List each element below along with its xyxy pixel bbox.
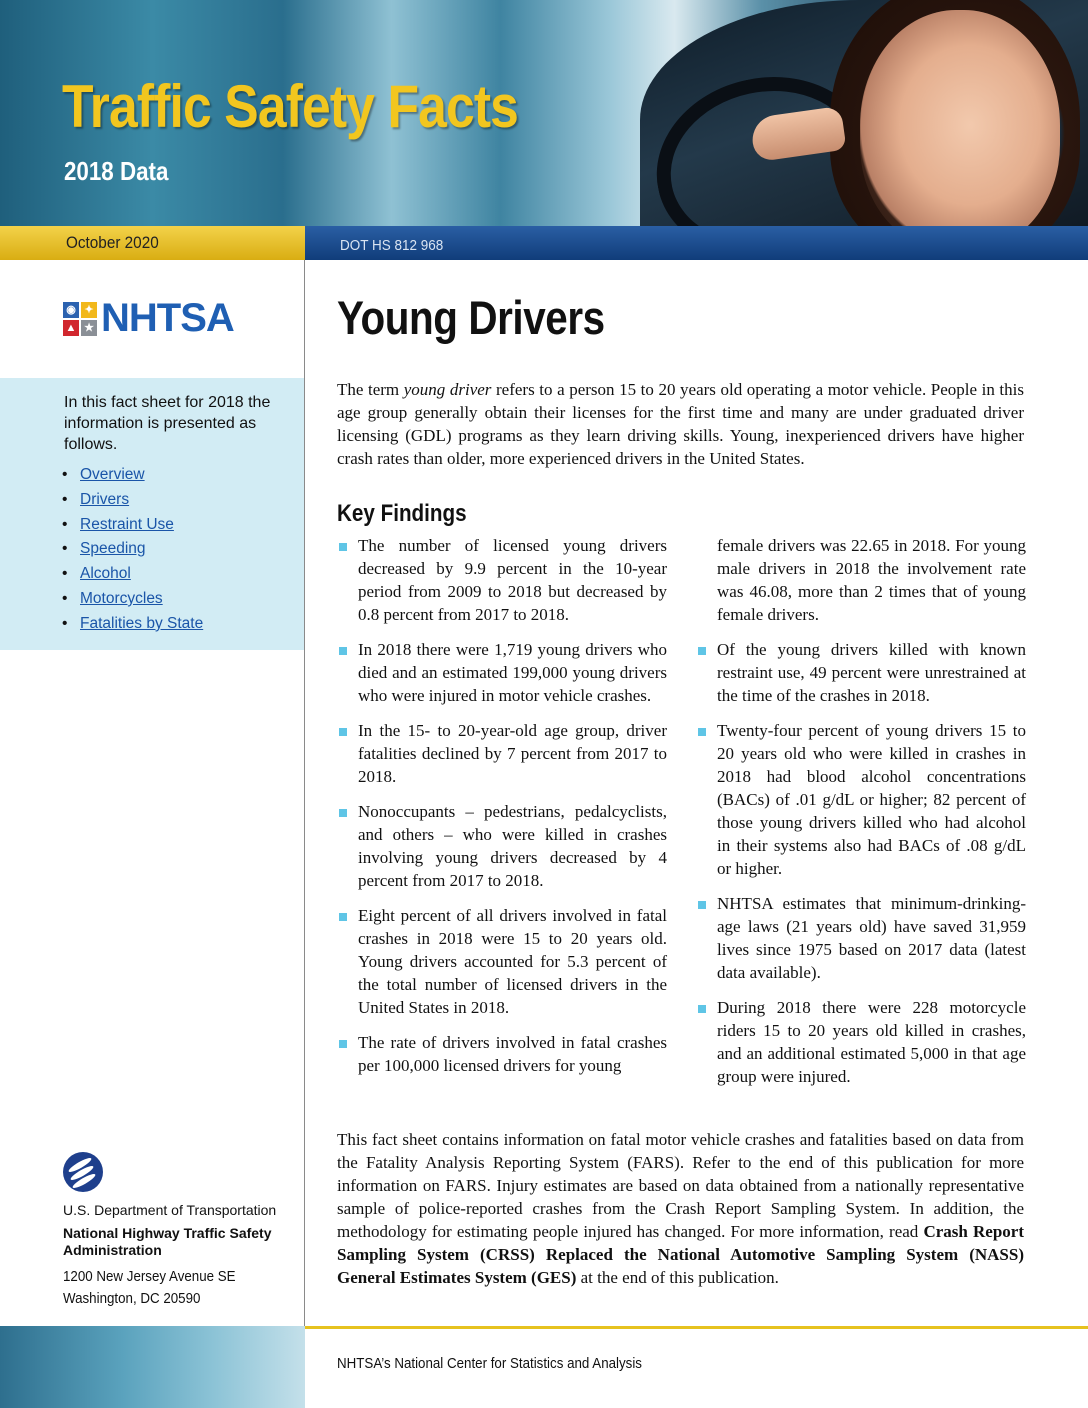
- list-item: • Fatalities by State: [62, 614, 204, 632]
- finding-item: NHTSA estimates that minimum-drinking-age laws (21 years old) have saved 31,959 lives since 1975 based on 2017 data (latest data available).: [696, 892, 1026, 984]
- link-restraint-use[interactable]: Restraint Use: [80, 515, 174, 533]
- page-title: Young Drivers: [337, 291, 605, 344]
- intro-paragraph: The term young driver refers to a person 15 to 20 years old operating a motor vehicle. People in this age group generally obtain their licenses for the first time and many are under graduated driver licensing (GDL) programs as they learn driving skills. Young, inexperienced drivers have higher crash rates than older, more experienced drivers in the United States.: [337, 380, 1024, 468]
- contents-intro: In this fact sheet for 2018 the information is presented as follows.: [64, 394, 271, 453]
- findings-column-right: [696, 534, 1026, 1100]
- bullet-square-icon: [698, 647, 706, 655]
- address-line-2: Washington, DC 20590: [63, 1291, 201, 1307]
- crss-reference: Crash Report Sampling System (CRSS) Replaced the National Automotive Sampling System (NASS) General Estimates System (GES): [337, 1222, 1024, 1287]
- publication-title: Traffic Safety Facts: [62, 73, 519, 140]
- finding-item: The rate of drivers involved in fatal crashes per 100,000 licensed drivers for young: [337, 1031, 667, 1077]
- footer-rule: [305, 1326, 1088, 1329]
- link-drivers[interactable]: Drivers: [80, 490, 130, 508]
- list-item: • Speeding: [62, 540, 146, 558]
- nhtsa-logo-text: NHTSA: [101, 296, 234, 340]
- list-item: • Restraint Use: [62, 515, 174, 533]
- key-findings-heading: Key Findings: [337, 500, 467, 527]
- bullet-square-icon: [339, 728, 347, 736]
- bullet-square-icon: [339, 809, 347, 817]
- link-speeding[interactable]: Speeding: [80, 540, 146, 558]
- bullet-square-icon: [339, 1040, 347, 1048]
- bullet-square-icon: [339, 647, 347, 655]
- column-divider: [304, 260, 305, 1326]
- link-motorcycles[interactable]: Motorcycles: [80, 589, 163, 607]
- nhtsa-quad-icon: ◉ ✦ ▲ ★: [63, 302, 97, 336]
- finding-item: Nonoccupants – pedestrians, pedalcyclists, and others – who were killed in crashes involving young drivers decreased by 4 percent from 2017 to 2018.: [337, 800, 667, 892]
- finding-item: In 2018 there were 1,719 young drivers who died and an estimated 199,000 young drivers who were injured in motor vehicle crashes.: [337, 638, 667, 707]
- bullet-square-icon: [339, 543, 347, 551]
- list-item: • Motorcycles: [62, 589, 163, 607]
- link-overview[interactable]: Overview: [80, 466, 145, 483]
- publication-date: October 2020: [66, 233, 159, 252]
- list-item: • Overview: [62, 466, 145, 483]
- closing-paragraph: This fact sheet contains information on fatal motor vehicle crashes and fatalities based on data from the Fatality Analysis Reporting System (FARS). Refer to the end of this publication for more information on FARS. Injury estimates are based on data obtained from a nationally representative sample of police-reported crashes from the Crash Report Sampling System. In addition, the methodology for estimating people injured has changed. For more information, read Crash Report Sampling System (CRSS) Replaced the National Automotive Sampling System (NASS) General Estimates System (GES) at the end of this publication.: [337, 1130, 1024, 1287]
- nhtsa-logo: [63, 296, 234, 341]
- doc-number: DOT HS 812 968: [340, 237, 444, 254]
- bullet-square-icon: [698, 901, 706, 909]
- finding-item: Twenty-four percent of young drivers 15 to 20 years old who were killed in crashes in 2018 had blood alcohol concentrations (BACs) of .01 g/dL or higher; 82 percent of those young drivers killed who had alcohol in their systems also had BACs of .08 g/dL or higher.: [696, 719, 1026, 880]
- finding-item-continued: female drivers was 22.65 in 2018. For young male drivers in 2018 the involvement rate was 46.08, more than 2 times that of young female drivers.: [717, 536, 1026, 624]
- finding-item: Of the young drivers killed with known restraint use, 49 percent were unrestrained at the time of the crashes in 2018.: [696, 638, 1026, 707]
- link-fatalities-by-state[interactable]: Fatalities by State: [80, 614, 204, 632]
- list-item: • Alcohol: [62, 565, 131, 583]
- finding-item: In the 15- to 20-year-old age group, driver fatalities declined by 7 percent from 2017 to 2018.: [337, 719, 667, 788]
- term-young-driver: young driver: [403, 380, 492, 399]
- agency-address: [63, 1266, 236, 1310]
- department-name: U.S. Department of Transportation: [63, 1202, 277, 1218]
- usdot-logo-icon: [63, 1152, 103, 1192]
- footer-band: [0, 1326, 305, 1408]
- list-item: • Drivers: [62, 490, 130, 508]
- footer-text: NHTSA’s National Center for Statistics and Analysis: [337, 1356, 642, 1372]
- bullet-square-icon: [698, 728, 706, 736]
- bullet-square-icon: [339, 913, 347, 921]
- contents-list: [62, 463, 203, 637]
- finding-item: The number of licensed young drivers decreased by 9.9 percent in the 10-year period from 2009 to 2018 but decreased by 0.8 percent from 2017 to 2018.: [337, 534, 667, 626]
- findings-column-left: [337, 534, 667, 1089]
- agency-name: National Highway Traffic Safety Administration: [63, 1225, 272, 1258]
- data-year: 2018 Data: [64, 156, 169, 186]
- finding-item: Eight percent of all drivers involved in fatal crashes in 2018 were 15 to 20 years old. Young drivers accounted for 5.3 percent of the total number of licensed drivers in the United States in 2018.: [337, 904, 667, 1019]
- finding-item: During 2018 there were 228 motorcycle riders 15 to 20 years old killed in crashes, and an additional estimated 5,000 in that age group were injured.: [696, 996, 1026, 1088]
- link-alcohol[interactable]: Alcohol: [80, 565, 131, 583]
- bullet-square-icon: [698, 1005, 706, 1013]
- driver-face: [860, 10, 1060, 226]
- address-line-1: 1200 New Jersey Avenue SE: [63, 1269, 236, 1285]
